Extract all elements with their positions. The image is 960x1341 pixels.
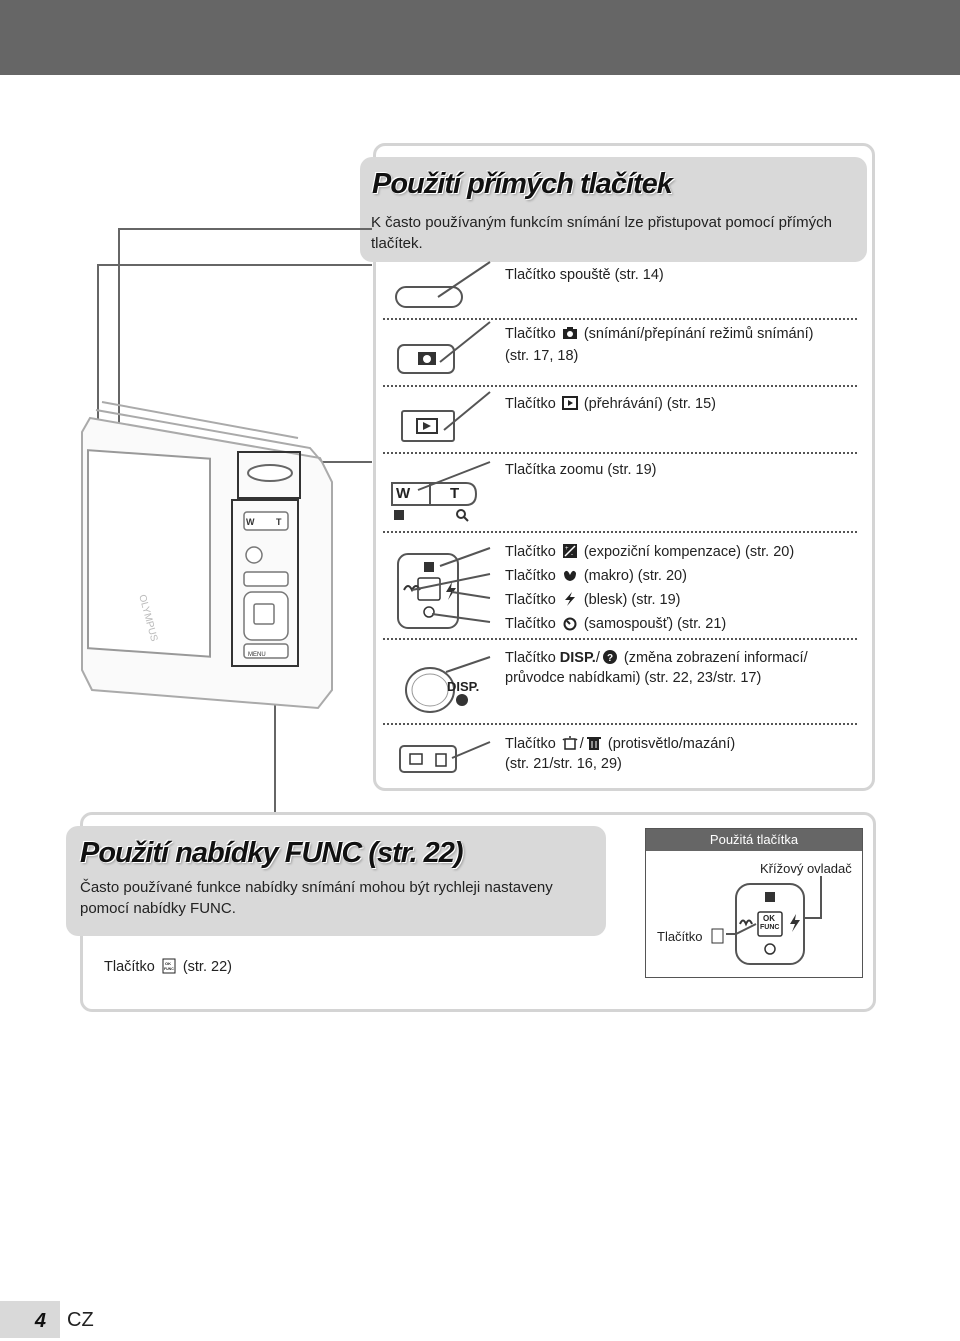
page-number: 4	[0, 1301, 60, 1338]
camera-button-pages: (str. 17, 18)	[505, 348, 579, 364]
func-button-label: Tlačítko	[657, 929, 703, 944]
backlight-trash-pages: (str. 21/str. 16, 29)	[505, 756, 622, 772]
used-buttons-header: Použitá tlačítka	[646, 829, 862, 851]
func-button-reference: Tlačítko OK FUNC (str. 22)	[104, 959, 232, 975]
zoom-buttons-label: Tlačítka zoomu (str. 19)	[505, 462, 657, 478]
zoom-t: T	[450, 485, 460, 502]
svg-text:-: -	[570, 552, 573, 558]
macro-button-label: Tlačítko (makro) (str. 20)	[505, 568, 687, 584]
ok-label: OK	[763, 914, 775, 923]
disp-side-label: DISP.	[447, 679, 480, 694]
svg-text:+: +	[564, 546, 569, 552]
disp-button-label: Tlačítko DISP./ ? (změna zobrazení informací/	[505, 650, 808, 666]
section1-title: Použití přímých tlačítek	[372, 168, 672, 200]
backlight-trash-button-label: Tlačítko / (protisvětlo/mazání)	[505, 736, 736, 752]
self-timer-button-label: Tlačítko (samospoušť) (str. 21)	[505, 616, 727, 632]
disp-button-pages: průvodce nabídkami) (str. 22, 23/str. 17)	[505, 670, 762, 686]
flash-button-label: Tlačítko (blesk) (str. 19)	[505, 592, 681, 608]
zoom-w: W	[396, 485, 411, 502]
func-label: FUNC	[760, 924, 780, 931]
shutter-button-label: Tlačítko spouště (str. 14)	[505, 267, 664, 283]
func-button-icon	[161, 959, 177, 973]
svg-text:FUNC: FUNC	[163, 967, 174, 971]
svg-text:W: W	[246, 517, 255, 527]
exposure-button-label: Tlačítko + - (expoziční kompenzace) (str. 20)	[505, 544, 795, 560]
svg-text:OLYMPUS: OLYMPUS	[136, 593, 160, 643]
svg-text:T: T	[276, 517, 282, 527]
section2-title: Použití nabídky FUNC (str. 22)	[80, 837, 463, 869]
camera-button-label: Tlačítko (snímání/přepínání režimů snímání)	[505, 326, 814, 342]
svg-text:?: ?	[606, 653, 613, 664]
section1-intro: K často používaným funkcím snímání lze přistupovat pomocí přímých tlačítek.	[371, 214, 833, 252]
language-code: CZ	[67, 1309, 94, 1331]
playback-button-label: Tlačítko (přehrávání) (str. 15)	[505, 396, 716, 412]
svg-text:OK: OK	[164, 961, 171, 966]
section2-intro: Často používané funkce nabídky snímání mohou být rychleji nastaveny pomocí nabídky FUNC.	[80, 879, 553, 917]
disp-text: DISP.	[559, 650, 596, 666]
cross-pad-label: Křížový ovladač	[760, 861, 852, 876]
svg-text:MENU: MENU	[248, 652, 266, 658]
